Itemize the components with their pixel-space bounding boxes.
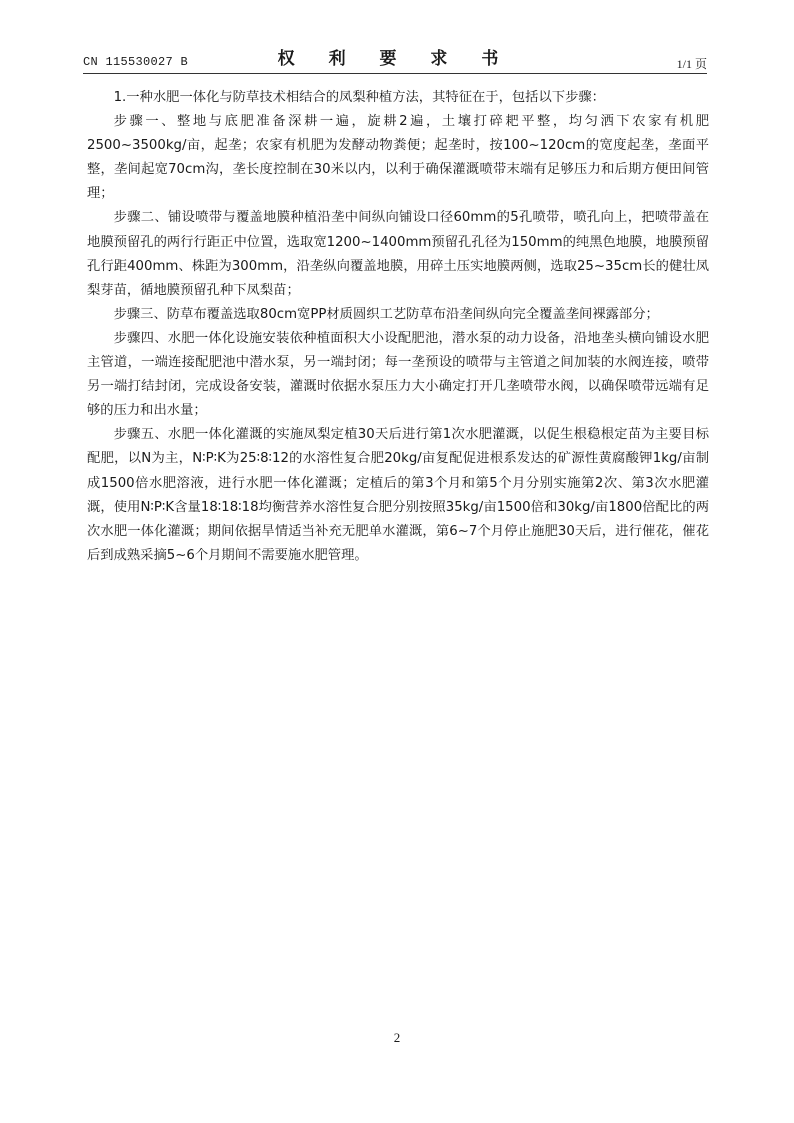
- document-title: 权 利 要 求 书: [277, 49, 513, 69]
- claim-paragraph: 步骤四、水肥一体化设施安装依种植面积大小设配肥池，潜水泵的动力设备，沿地垄头横向铺设水肥主管道，一端连接配肥池中潜水泵，另一端封闭；每一垄预设的喷带与主管道之间加装的水阀连接，喷带另一端打结封闭，完成设备安装，灌溉时依据水泵压力大小确定打开几垄喷带水阀，以确保喷带远端有足够的压力和出水量；: [87, 330, 709, 419]
- claim-paragraph: 步骤二、铺设喷带与覆盖地膜种植沿垄中间纵向铺设口径60mm的5孔喷带，喷孔向上，把喷带盖在地膜预留孔的两行行距正中位置，选取宽1200~1400mm预留孔孔径为150mm的纯黑色地膜，地膜预留孔行距400mm、株距为300mm，沿垄纵向覆盖地膜，用碎土压实地膜两侧，选取25~35cm长的健壮凤梨芽苗，循地膜预留孔种下凤梨苗；: [87, 210, 709, 298]
- claim-paragraph: 步骤五、水肥一体化灌溉的实施凤梨定植30天后进行第1次水肥灌溉，以促生根稳根定苗为主要目标配肥，以N为主，N∶P∶K为25∶8∶12的水溶性复合肥20kg/亩复配促进根系发达的矿源性黄腐酸钾1kg/亩制成1500倍水肥溶液，进行水肥一体化灌溉；定植后的第3个月和第5个月分别实施第2次、第3次水肥灌溉，使用N∶P∶K含量18∶18∶18均衡营养水溶性复合肥分别按照35kg/亩1500倍和30kg/亩1800倍配比的两次水肥一体化灌溉；期间依据旱情适当补充无肥单水灌溉，第6~7个月停止施肥30天后，进行催花，催花后到成熟采摘5~6个月期间不需要施水肥管理。: [87, 427, 709, 563]
- page-number: 2: [393, 1030, 401, 1045]
- claim-paragraph: 步骤三、防草布覆盖选取80cm宽PP材质圆织工艺防草布沿垄间纵向完全覆盖垄间裸露部分；: [113, 306, 659, 322]
- claims-body: [87, 86, 709, 568]
- claim-paragraph: 1.一种水肥一体化与防草技术相结合的凤梨种植方法，其特征在于，包括以下步骤：: [113, 90, 605, 105]
- page-header: [83, 44, 707, 74]
- header-divider: [83, 73, 707, 74]
- page-counter: 1/1 页: [676, 57, 707, 71]
- claim-paragraph: 步骤一、整地与底肥准备深耕一遍，旋耕2遍，土壤打碎耙平整，均匀洒下农家有机肥2500~3500kg/亩，起垄；农家有机肥为发酵动物粪便；起垄时，按100~120cm的宽度起垄，垄面平整，垄间起宽70cm沟，垄长度控制在30米以内，以利于确保灌溉喷带末端有足够压力和后期方便田间管理；: [87, 114, 709, 202]
- publication-number: CN 115530027 B: [83, 55, 189, 69]
